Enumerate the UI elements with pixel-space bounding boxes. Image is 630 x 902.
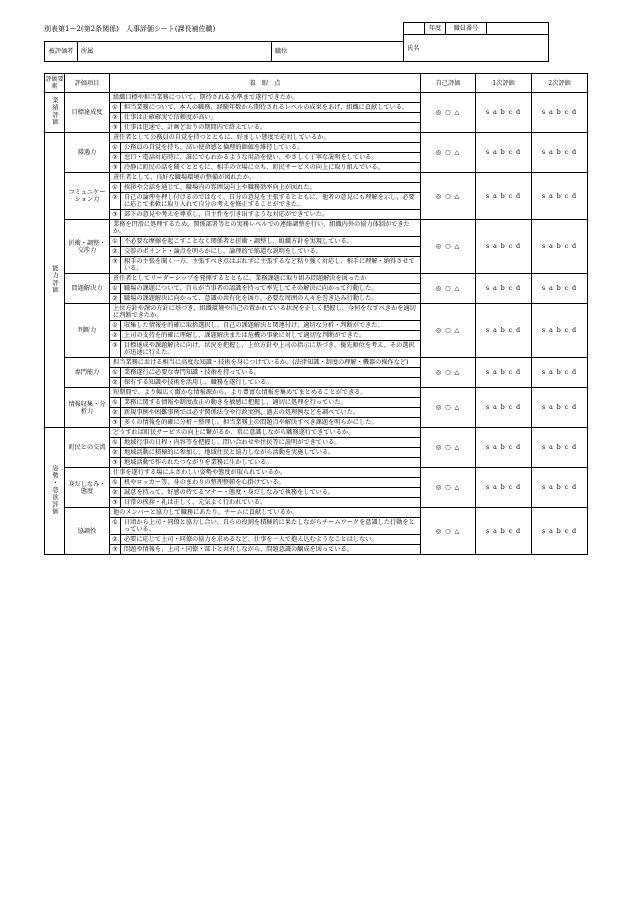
point-text: 地域活動で作られたつながりを業務に生かしている。 bbox=[121, 458, 421, 468]
point-text: 業務遂行に必要な専門知識・技術を持っている。 bbox=[121, 368, 421, 378]
point-number: ③ bbox=[110, 458, 121, 468]
year-label: 年度 bbox=[425, 23, 446, 35]
point-number: ① bbox=[110, 368, 121, 378]
item-name: 接遇力 bbox=[65, 133, 110, 173]
year-staff-table bbox=[403, 22, 549, 62]
rating-first-cell[interactable]: s a b c d bbox=[476, 304, 532, 358]
rating-second-cell[interactable]: s a b c d bbox=[532, 274, 588, 304]
item-summary: 責任者として公務員の自覚を持つとともに、好ましい態度で応対しているか。 bbox=[110, 133, 421, 143]
point-number: ① bbox=[110, 237, 121, 247]
point-text: 地域活動に積極的に参加し、地域住民と協力しながら活動を実施している。 bbox=[121, 448, 421, 458]
name-label: 氏名 bbox=[407, 44, 420, 52]
point-number: ① bbox=[110, 143, 121, 153]
point-number: ③ bbox=[110, 545, 121, 555]
point-text: 上司の支持を的確に理解し、課題解決または危機の事象に対して適切な判断ができた。 bbox=[121, 331, 421, 341]
header-second: 2次評価 bbox=[532, 74, 588, 93]
point-number: ② bbox=[110, 448, 121, 458]
header-viewpoint: 着 眼 点 bbox=[110, 74, 421, 93]
rating-self-cell[interactable]: ◎ ○ △ bbox=[421, 133, 476, 173]
rating-self-cell[interactable]: ◎ ○ △ bbox=[421, 428, 476, 468]
point-text: 目標達成や課題解決に向け、状況を把握し、上位方針や上司の指示に基づき、優先順位を考え、その選択が迅速に行えた。 bbox=[121, 341, 421, 358]
item-name: 判断力 bbox=[65, 304, 110, 358]
item-row bbox=[45, 388, 588, 398]
point-text: 不必要な摩擦を起こすことなく関係者と折衝・調整し、組織方針を実現している。 bbox=[121, 237, 421, 247]
point-number: ③ bbox=[110, 123, 121, 133]
header-first: 1次評価 bbox=[476, 74, 532, 93]
rating-first-cell[interactable]: s a b c d bbox=[476, 428, 532, 468]
item-name: 折衝・調整・交渉力 bbox=[65, 220, 110, 274]
point-text: 誠意を持って、好感の持てるマナー・態度・身だしなみで執務をしている。 bbox=[121, 488, 421, 498]
point-text: 多くの情報を的確に分析・整理し、担当業務上の問題点や解決すべき課題を明らかにした。 bbox=[121, 418, 421, 428]
point-text: 挨拶や会話を通じて、職場内の雰囲気向上や職務効率向上が図れた。 bbox=[121, 183, 421, 193]
rating-first-cell[interactable]: s a b c d bbox=[476, 133, 532, 173]
item-row bbox=[45, 468, 588, 478]
rating-first-cell[interactable]: s a b c d bbox=[476, 274, 532, 304]
point-number: ① bbox=[110, 183, 121, 193]
rating-second-cell[interactable]: s a b c d bbox=[532, 93, 588, 133]
point-text: 保有する知識や技術を活用し、職務を遂行している。 bbox=[121, 378, 421, 388]
item-summary: 他のメンバーと協力して職務にあたり、チームに貢献しているか。 bbox=[110, 508, 421, 518]
item-name: コミュニケーション力 bbox=[65, 173, 110, 220]
item-name: 情報収集・分析力 bbox=[65, 388, 110, 428]
item-row bbox=[45, 220, 588, 237]
item-summary: どうすれば町民サービスの向上に繋がるか、常に意識しながら職務遂行できているか。 bbox=[110, 428, 421, 438]
point-text: 机やロッカー等、身のまわりの整理整頓を心掛けている。 bbox=[121, 478, 421, 488]
item-row bbox=[45, 508, 588, 518]
affiliation-label: 所属 bbox=[81, 48, 94, 55]
form-title: 別表第1ー2(第2条関係) 人事評価シート(課長補佐職) bbox=[44, 25, 216, 33]
rating-first-cell[interactable]: s a b c d bbox=[476, 93, 532, 133]
item-row bbox=[45, 173, 588, 183]
point-text: 仕事は迅速で、計画どおりの期間内で終えている。 bbox=[121, 123, 421, 133]
point-number: ② bbox=[110, 378, 121, 388]
point-number: ② bbox=[110, 153, 121, 163]
evaluatee-table bbox=[44, 41, 404, 62]
rating-self-cell[interactable]: ◎ ○ △ bbox=[421, 358, 476, 388]
point-number: ① bbox=[110, 284, 121, 294]
point-number: ③ bbox=[110, 418, 121, 428]
point-text: 公務員の自覚を持ち、高い使命感と倫理的価値を維持している。 bbox=[121, 143, 421, 153]
rating-second-cell[interactable]: s a b c d bbox=[532, 358, 588, 388]
item-summary: 業務を円滑に処理するため、関係部署等との実務レベルでの連絡調整を行い、組織内外の協力体制ができたか。 bbox=[110, 220, 421, 237]
item-name: 協調性 bbox=[65, 508, 110, 555]
name-value-cell[interactable] bbox=[404, 35, 549, 62]
rating-self-cell[interactable]: ◎ ○ △ bbox=[421, 388, 476, 428]
item-row bbox=[45, 274, 588, 284]
evaluatee-label: 被評価者 bbox=[45, 42, 78, 62]
point-text: 担当業務について、本人の職務、経験年数から期待されるレベルの成果をあげ、組織に貢献している。 bbox=[121, 103, 421, 113]
rating-second-cell[interactable]: s a b c d bbox=[532, 173, 588, 220]
point-text: 業務に関する情報や制度改正の動きを敏感に把握し、適切に処理を行っていた。 bbox=[121, 398, 421, 408]
point-number: ③ bbox=[110, 341, 121, 358]
point-text: 収集した情報を的確に取捨選択し、自己の課題解決と関連付け、適切な分析・判断ができた。 bbox=[121, 321, 421, 331]
rating-second-cell[interactable]: s a b c d bbox=[532, 508, 588, 555]
point-number: ② bbox=[110, 247, 121, 257]
category-label: 業績評価 bbox=[51, 97, 58, 126]
category-label: 姿勢・意欲評価 bbox=[51, 464, 58, 516]
item-summary: 上位方針や課の方針に基づき、組織環境や自己の置かれている状況を正しく把握し、今何をなすべきかを適切に判断できたか。 bbox=[110, 304, 421, 321]
position-cell[interactable] bbox=[272, 42, 404, 62]
point-number: ③ bbox=[110, 257, 121, 274]
point-text: 職場の課題解決に向かって、意識の共有化を図り、必要な周囲の人々を巻き込み行動した。 bbox=[121, 294, 421, 304]
point-number: ③ bbox=[110, 498, 121, 508]
point-text: 交渉のポイント・論点を明らかにし、論理的で筋道な説明をしている。 bbox=[121, 247, 421, 257]
item-summary: 組織目標や担当業務について、期待される水準まで遂行できたか。 bbox=[110, 93, 421, 103]
item-name: 問題解決力 bbox=[65, 274, 110, 304]
rating-first-cell[interactable]: s a b c d bbox=[476, 508, 532, 555]
item-row bbox=[45, 133, 588, 143]
rating-first-cell[interactable]: s a b c d bbox=[476, 388, 532, 428]
point-text: 窓口・電話対応時に、誰にでもわかるような用語を使い、やさしく丁寧な説明をしている。 bbox=[121, 153, 421, 163]
item-name: 町民との交流 bbox=[65, 428, 110, 468]
point-text: 新規事例や困難事例では必ず関係法令や行政実例、過去の処理例などを調べていた。 bbox=[121, 408, 421, 418]
point-number: ① bbox=[110, 438, 121, 448]
point-number: ② bbox=[110, 408, 121, 418]
item-row bbox=[45, 304, 588, 321]
point-number: ② bbox=[110, 488, 121, 498]
rating-self-cell[interactable]: ◎ ○ △ bbox=[421, 220, 476, 274]
point-number: ② bbox=[110, 113, 121, 123]
header-category: 評価要素 bbox=[45, 74, 65, 93]
point-number: ③ bbox=[110, 163, 121, 173]
point-text: 地域行事の日程・内容等を把握し、問い合わせや住民等に説明ができている。 bbox=[121, 438, 421, 448]
point-number: ③ bbox=[110, 210, 121, 220]
item-summary: 責任者としてリーダーシップを発揮するとともに、業務課題に取り組み問題解決を図ったか bbox=[110, 274, 421, 284]
item-summary: 仕事を遂行する場にふさわしい姿勢や態度が取られているか。 bbox=[110, 468, 421, 478]
rating-first-cell[interactable]: s a b c d bbox=[476, 358, 532, 388]
point-number: ① bbox=[110, 518, 121, 535]
rating-self-cell[interactable]: ◎ ○ △ bbox=[421, 173, 476, 220]
rating-self-cell[interactable]: ◎ ○ △ bbox=[421, 508, 476, 555]
point-number: ① bbox=[110, 398, 121, 408]
item-row bbox=[45, 93, 588, 103]
point-number: ② bbox=[110, 294, 121, 304]
item-summary: 担当業務における相当に高度な知識・技術を身につけているか。(法律知識・制度の理解・機器の操作など) bbox=[110, 358, 421, 368]
table-header-row bbox=[45, 74, 588, 93]
rating-self-cell[interactable]: ◎ ○ △ bbox=[421, 274, 476, 304]
item-name: 専門能力 bbox=[65, 358, 110, 388]
point-number: ② bbox=[110, 193, 121, 210]
rating-self-cell[interactable]: ◎ ○ △ bbox=[421, 304, 476, 358]
rating-second-cell[interactable]: s a b c d bbox=[532, 468, 588, 508]
position-label: 職位 bbox=[275, 48, 288, 55]
rating-second-cell[interactable]: s a b c d bbox=[532, 428, 588, 468]
staff-no-value-cell[interactable] bbox=[487, 23, 549, 35]
header-item: 評価項目 bbox=[65, 74, 110, 93]
point-text: 日頃から上司・同僚と協力し合い、自らの役割を積極的に果たしながらチームワークを意識した行動をとっている。 bbox=[121, 518, 421, 535]
point-text: 問題や情報を、上司・同僚・部下と共有しながら、問題意識の醸成を図っている。 bbox=[121, 545, 421, 555]
rating-self-cell[interactable]: ◎ ○ △ bbox=[421, 468, 476, 508]
point-text: 仕事は正確確実で信頼度が高い。 bbox=[121, 113, 421, 123]
point-number: ① bbox=[110, 478, 121, 488]
affiliation-cell[interactable] bbox=[78, 42, 272, 62]
point-text: 部下の意見や考えを尊重し、自主性を引き出すような対応ができていた。 bbox=[121, 210, 421, 220]
item-summary: 短期間で、より幅広く緻かな情報源から、より豊富な情報を集めてまとめることができる。 bbox=[110, 388, 421, 398]
item-row bbox=[45, 358, 588, 368]
item-row bbox=[45, 428, 588, 438]
rating-second-cell[interactable]: s a b c d bbox=[532, 304, 588, 358]
rating-second-cell[interactable]: s a b c d bbox=[532, 220, 588, 274]
rating-self-cell[interactable]: ◎ ○ △ bbox=[421, 93, 476, 133]
rating-first-cell[interactable]: s a b c d bbox=[476, 173, 532, 220]
staff-no-label: 職員番号 bbox=[446, 23, 487, 35]
item-summary: 責任者として、良好な職場環境の整備が図れたか。 bbox=[110, 173, 421, 183]
point-text: 必要に応じて上司・同僚の協力を求めるなど、仕事を一人で抱え込むようなことはしない。 bbox=[121, 535, 421, 545]
point-number: ① bbox=[110, 321, 121, 331]
point-text: 職場の課題について、自らが当事者の認識を持って率先してその解決に向かって行動した。 bbox=[121, 284, 421, 294]
item-name: 目標達成度 bbox=[65, 93, 110, 133]
rating-second-cell[interactable]: s a b c d bbox=[532, 133, 588, 173]
category-cell bbox=[45, 93, 65, 133]
point-number: ② bbox=[110, 535, 121, 545]
point-number: ② bbox=[110, 331, 121, 341]
point-text: 相手の主張を聞く一方、主張すべき点はぶれずに主張するなど粘り強く対応し、相手に理解・納得させている。 bbox=[121, 257, 421, 274]
item-name: 身だしなみ・態度 bbox=[65, 468, 110, 508]
point-text: 日常の挨拶・礼は正しく、元気よく行われている。 bbox=[121, 498, 421, 508]
rating-second-cell[interactable]: s a b c d bbox=[532, 388, 588, 428]
category-cell bbox=[45, 428, 65, 555]
header-self: 自己評価 bbox=[421, 74, 476, 93]
category-cell bbox=[45, 133, 65, 428]
point-number: ① bbox=[110, 103, 121, 113]
evaluation-table bbox=[44, 73, 588, 555]
point-text: 自己の論理を押し付けるのではなく、自分の意見を主張するとともに、他者の意見にも理解を示し、必要に応じて柔軟に取り入れて自分の考えを修正することができた。 bbox=[121, 193, 421, 210]
point-text: 冷静に町民の話を聞くとともに、相手の立場に立ち、町民サービスの向上に取り組んでいる。 bbox=[121, 163, 421, 173]
category-label: 能力評価 bbox=[51, 264, 58, 294]
rating-first-cell[interactable]: s a b c d bbox=[476, 220, 532, 274]
year-value-cell[interactable] bbox=[404, 23, 425, 35]
rating-first-cell[interactable]: s a b c d bbox=[476, 468, 532, 508]
